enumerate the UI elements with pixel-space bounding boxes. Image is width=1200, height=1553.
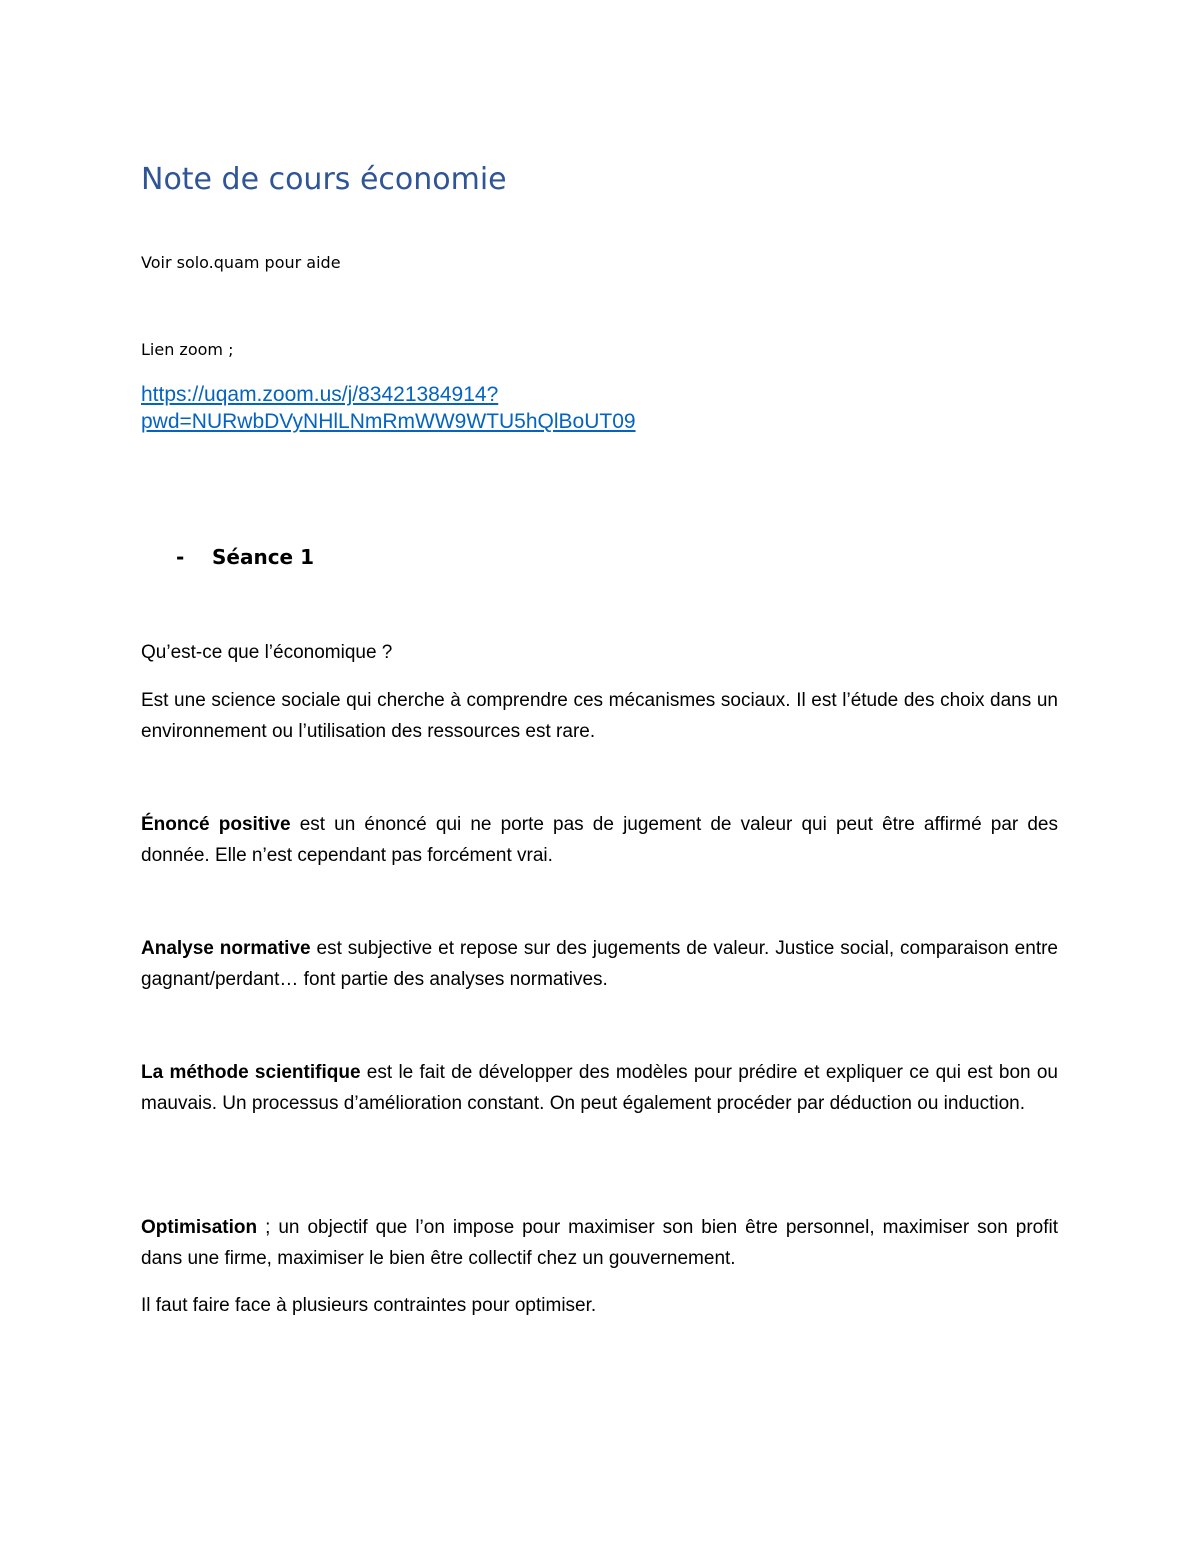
question-heading: Qu’est-ce que l’économique ? (141, 642, 393, 663)
definition-paragraph: Est une science sociale qui cherche à comprendre ces mécanismes sociaux. Il est l’étude des choix dans un environnement ou l’utilisation des ressources est rare. (141, 690, 1058, 742)
zoom-link-line-2: pwd=NURwbDVyNHlLNmRmWW9WTU5hQlBoUT09 (141, 410, 636, 433)
term-text: est le fait de développer des modèles pour prédire et expliquer ce qui est bon ou mauvais. Un processus d’amélioration constant. On peut également procéder par déduction ou induction. (141, 1062, 1059, 1114)
term-paragraph-optimisation (141, 1212, 1058, 1274)
document-title: Note de cours économie (141, 162, 507, 197)
term-text: ; un objectif que l’on impose pour maximiser son bien être personnel, maximiser son profit dans une firme, maximiser le bien être collectif chez un gouvernement. (141, 1217, 1058, 1269)
zoom-label: Lien zoom ; (141, 340, 234, 359)
section-title: Séance 1 (212, 545, 315, 569)
bullet-dash: - (176, 545, 185, 569)
term-label: Énoncé positive (141, 814, 291, 835)
help-note: Voir solo.quam pour aide (141, 253, 341, 272)
section-heading (176, 545, 314, 569)
term-label: Optimisation (141, 1217, 258, 1238)
term-label: Analyse normative (141, 938, 311, 959)
zoom-link[interactable] (141, 381, 841, 435)
closing-paragraph: Il faut faire face à plusieurs contraintes pour optimiser. (141, 1295, 597, 1316)
term-paragraph-normative (141, 933, 1058, 995)
zoom-link-line-1: https://uqam.zoom.us/j/83421384914? (141, 383, 499, 406)
term-paragraph-scientific (141, 1057, 1058, 1119)
term-label: La méthode scientifique (141, 1062, 361, 1083)
term-text: est un énoncé qui ne porte pas de jugement de valeur qui peut être affirmé par des donnée. Elle n’est cependant pas forcément vrai. (141, 814, 1059, 866)
term-paragraph-positive (141, 809, 1058, 871)
term-text: est subjective et repose sur des jugements de valeur. Justice social, comparaison entre gagnant/perdant… font partie des analyses normatives. (141, 938, 1058, 990)
